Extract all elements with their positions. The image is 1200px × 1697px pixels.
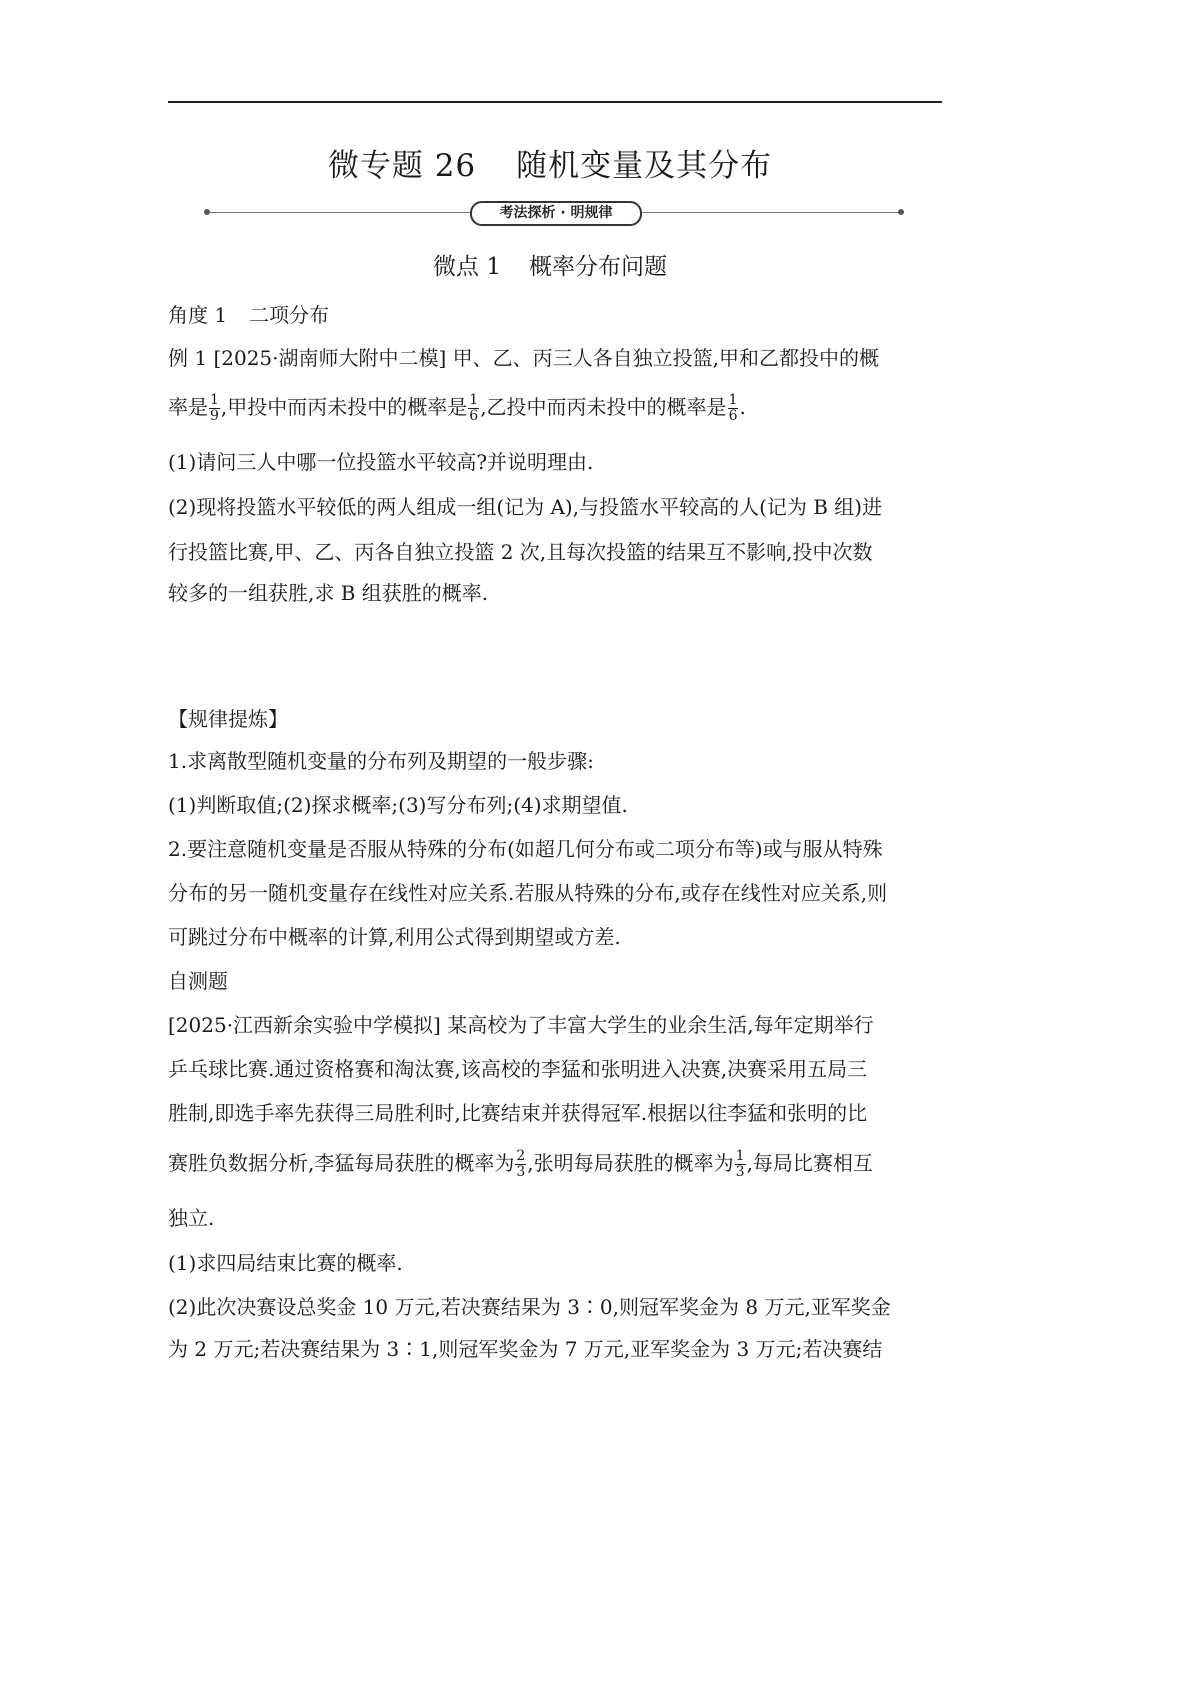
- banner-label: 考法探析 · 明规律: [470, 201, 642, 226]
- banner-line-right: [642, 212, 900, 213]
- rules-line-4: 分布的另一随机变量存在线性对应关系.若服从特殊的分布,或存在线性对应关系,则: [168, 881, 888, 905]
- title-number: 微专题 26: [327, 148, 477, 184]
- angle-label: 角度 1: [168, 303, 228, 327]
- top-rule: [168, 101, 942, 103]
- selftest-question-2-line-1: (2)此次决赛设总奖金 10 万元,若决赛结果为 3∶0,则冠军奖金为 8 万元,亚军奖金: [168, 1295, 891, 1319]
- subtitle-number: 微点 1: [433, 254, 501, 280]
- selftest-text: 赛胜负数据分析,李猛每局获胜的概率为: [168, 1151, 515, 1175]
- selftest-text: ,每局比赛相互: [746, 1151, 873, 1175]
- rules-heading: 【规律提炼】: [168, 707, 288, 731]
- example-text: 率是: [168, 395, 208, 419]
- selftest-line-2: 乒乓球比赛.通过资格赛和淘汰赛,该高校的李猛和张明进入决赛,决赛采用五局三: [168, 1057, 868, 1081]
- section-subtitle: [0, 248, 1100, 281]
- example-text: .: [739, 395, 746, 419]
- fraction-numerator: 1: [728, 392, 738, 408]
- angle-heading: [168, 300, 329, 330]
- fraction-numerator: 1: [735, 1148, 745, 1164]
- selftest-line-1: [2025·江西新余实验中学模拟] 某高校为了丰富大学生的业余生活,每年定期举行: [168, 1013, 874, 1037]
- selftest-line-4: [168, 1148, 873, 1180]
- fraction-numerator: 1: [469, 392, 479, 408]
- banner-dot-left: [204, 209, 210, 215]
- example-text: ,甲投中而丙未投中的概率是: [220, 395, 468, 419]
- banner-dot-right: [898, 209, 904, 215]
- question-2-line-3: 较多的一组获胜,求 B 组获胜的概率.: [168, 581, 489, 605]
- fraction-denominator: 6: [469, 408, 479, 424]
- selftest-line-5: 独立.: [168, 1206, 215, 1230]
- example-text: ,乙投中而丙未投中的概率是: [480, 395, 727, 419]
- rules-line-3: 2.要注意随机变量是否服从特殊的分布(如超几何分布或二项分布等)或与服从特殊: [168, 837, 883, 861]
- question-2-line-1: (2)现将投篮水平较低的两人组成一组(记为 A),与投篮水平较高的人(记为 B 组)进: [168, 495, 883, 519]
- fraction: [735, 1149, 746, 1180]
- fraction-numerator: 2: [516, 1148, 526, 1164]
- subtitle-text: 概率分布问题: [528, 254, 667, 280]
- selftest-heading: 自测题: [168, 969, 228, 993]
- fraction: [209, 393, 220, 424]
- example-line-2: [168, 392, 746, 424]
- fraction-denominator: 9: [210, 408, 219, 424]
- question-2-line-2: 行投篮比赛,甲、乙、丙各自独立投篮 2 次,且每次投篮的结果互不影响,投中次数: [168, 540, 873, 564]
- rules-line-2: (1)判断取值;(2)探求概率;(3)写分布列;(4)求期望值.: [168, 793, 628, 817]
- example-line-1: 例 1 [2025·湖南师大附中二模] 甲、乙、丙三人各自独立投篮,甲和乙都投中的概: [168, 346, 880, 370]
- fraction: [468, 393, 479, 424]
- title-text: 随机变量及其分布: [516, 148, 773, 184]
- fraction: [728, 393, 739, 424]
- banner-line-left: [208, 212, 470, 213]
- selftest-question-1: (1)求四局结束比赛的概率.: [168, 1251, 403, 1275]
- angle-topic: 二项分布: [249, 303, 330, 327]
- page-title: [0, 140, 1100, 185]
- rules-line-5: 可跳过分布中概率的计算,利用公式得到期望或方差.: [168, 925, 621, 949]
- fraction-denominator: 3: [516, 1164, 526, 1180]
- fraction-denominator: 3: [735, 1164, 745, 1180]
- question-1: (1)请问三人中哪一位投篮水平较高?并说明理由.: [168, 450, 594, 474]
- selftest-line-3: 胜制,即选手率先获得三局胜利时,比赛结束并获得冠军.根据以往李猛和张明的比: [168, 1101, 868, 1125]
- fraction-numerator: 1: [210, 392, 219, 408]
- fraction: [515, 1149, 526, 1180]
- section-banner: [204, 200, 904, 226]
- rules-line-1: 1.求离散型随机变量的分布列及期望的一般步骤:: [168, 749, 594, 773]
- selftest-question-2-line-2: 为 2 万元;若决赛结果为 3∶1,则冠军奖金为 7 万元,亚军奖金为 3 万元;若决赛结: [168, 1337, 883, 1361]
- selftest-text: ,张明每局获胜的概率为: [527, 1151, 734, 1175]
- fraction-denominator: 6: [728, 408, 738, 424]
